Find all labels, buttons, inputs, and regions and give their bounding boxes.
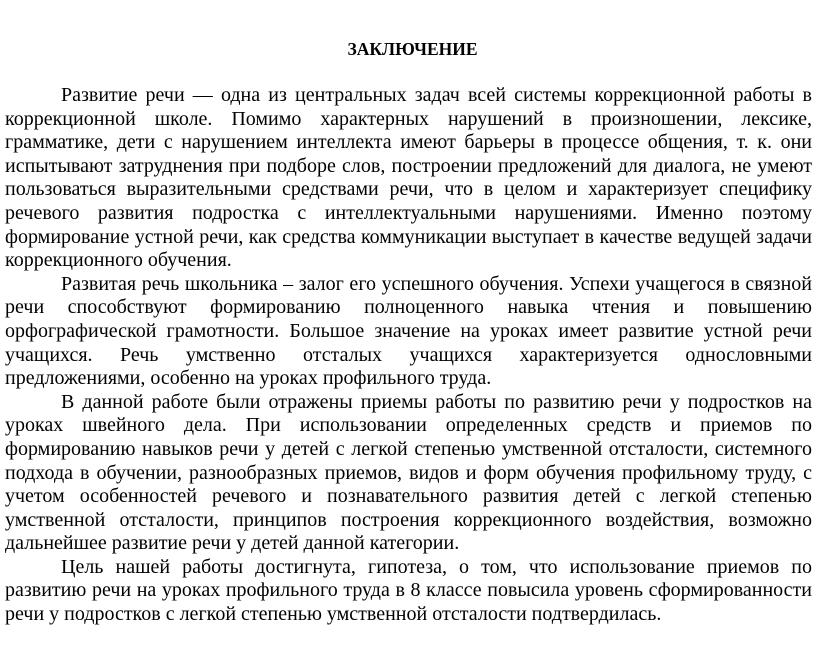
paragraph-2: Развитая речь школьника – залог его успешного обучения. Успехи учащегося в связной речи способствуют формированию полноценного навыка чтения и повышению орфографической грамотности. Большое значение на уроках имеет развитие устной речи учащихся. Речь умственно отсталых учащихся характеризуется однословными предложениями, особенно на уроках профильного труда. — [5, 272, 812, 390]
document-page — [5, 38, 812, 627]
paragraph-1: Развитие речи — одна из центральных задач всей системы коррекционной работы в коррекционной школе. Помимо характерных нарушений в произношении, лексике, грамматике, дети с нарушением интеллекта имеют барьеры в процессе общения, т. к. они испытывают затруднения при подборе слов, построении предложений для диалога, не умеют пользоваться выразительными средствами речи, что в целом и характеризует специфику речевого развития подростка с интеллектуальными нарушениями. Именно поэтому формирование устной речи, как средства коммуникации выступает в качестве ведущей задачи коррекционного обучения. — [5, 84, 812, 272]
paragraph-3: В данной работе были отражены приемы работы по развитию речи у подростков на уроках швейного дела. При использовании определенных средств и приемов по формированию навыков речи у детей с легкой степенью умственной отсталости, системного подхода в обучении, разнообразных приемов, видов и форм обучения профильному труду, с учетом особенностей речевого и познавательного развития детей с легкой степенью умственной отсталости, принципов построения коррекционного воздействия, возможно дальнейшее развитие речи у детей данной категории. — [5, 390, 812, 555]
document-title: ЗАКЛЮЧЕНИЕ — [347, 39, 478, 59]
paragraph-4: Цель нашей работы достигнута, гипотеза, о том, что использование приемов по развитию речи на уроках профильного труда в 8 классе повысила уровень сформированности речи у подростков с легкой степенью умственной отсталости подтвердилась. — [5, 555, 812, 626]
